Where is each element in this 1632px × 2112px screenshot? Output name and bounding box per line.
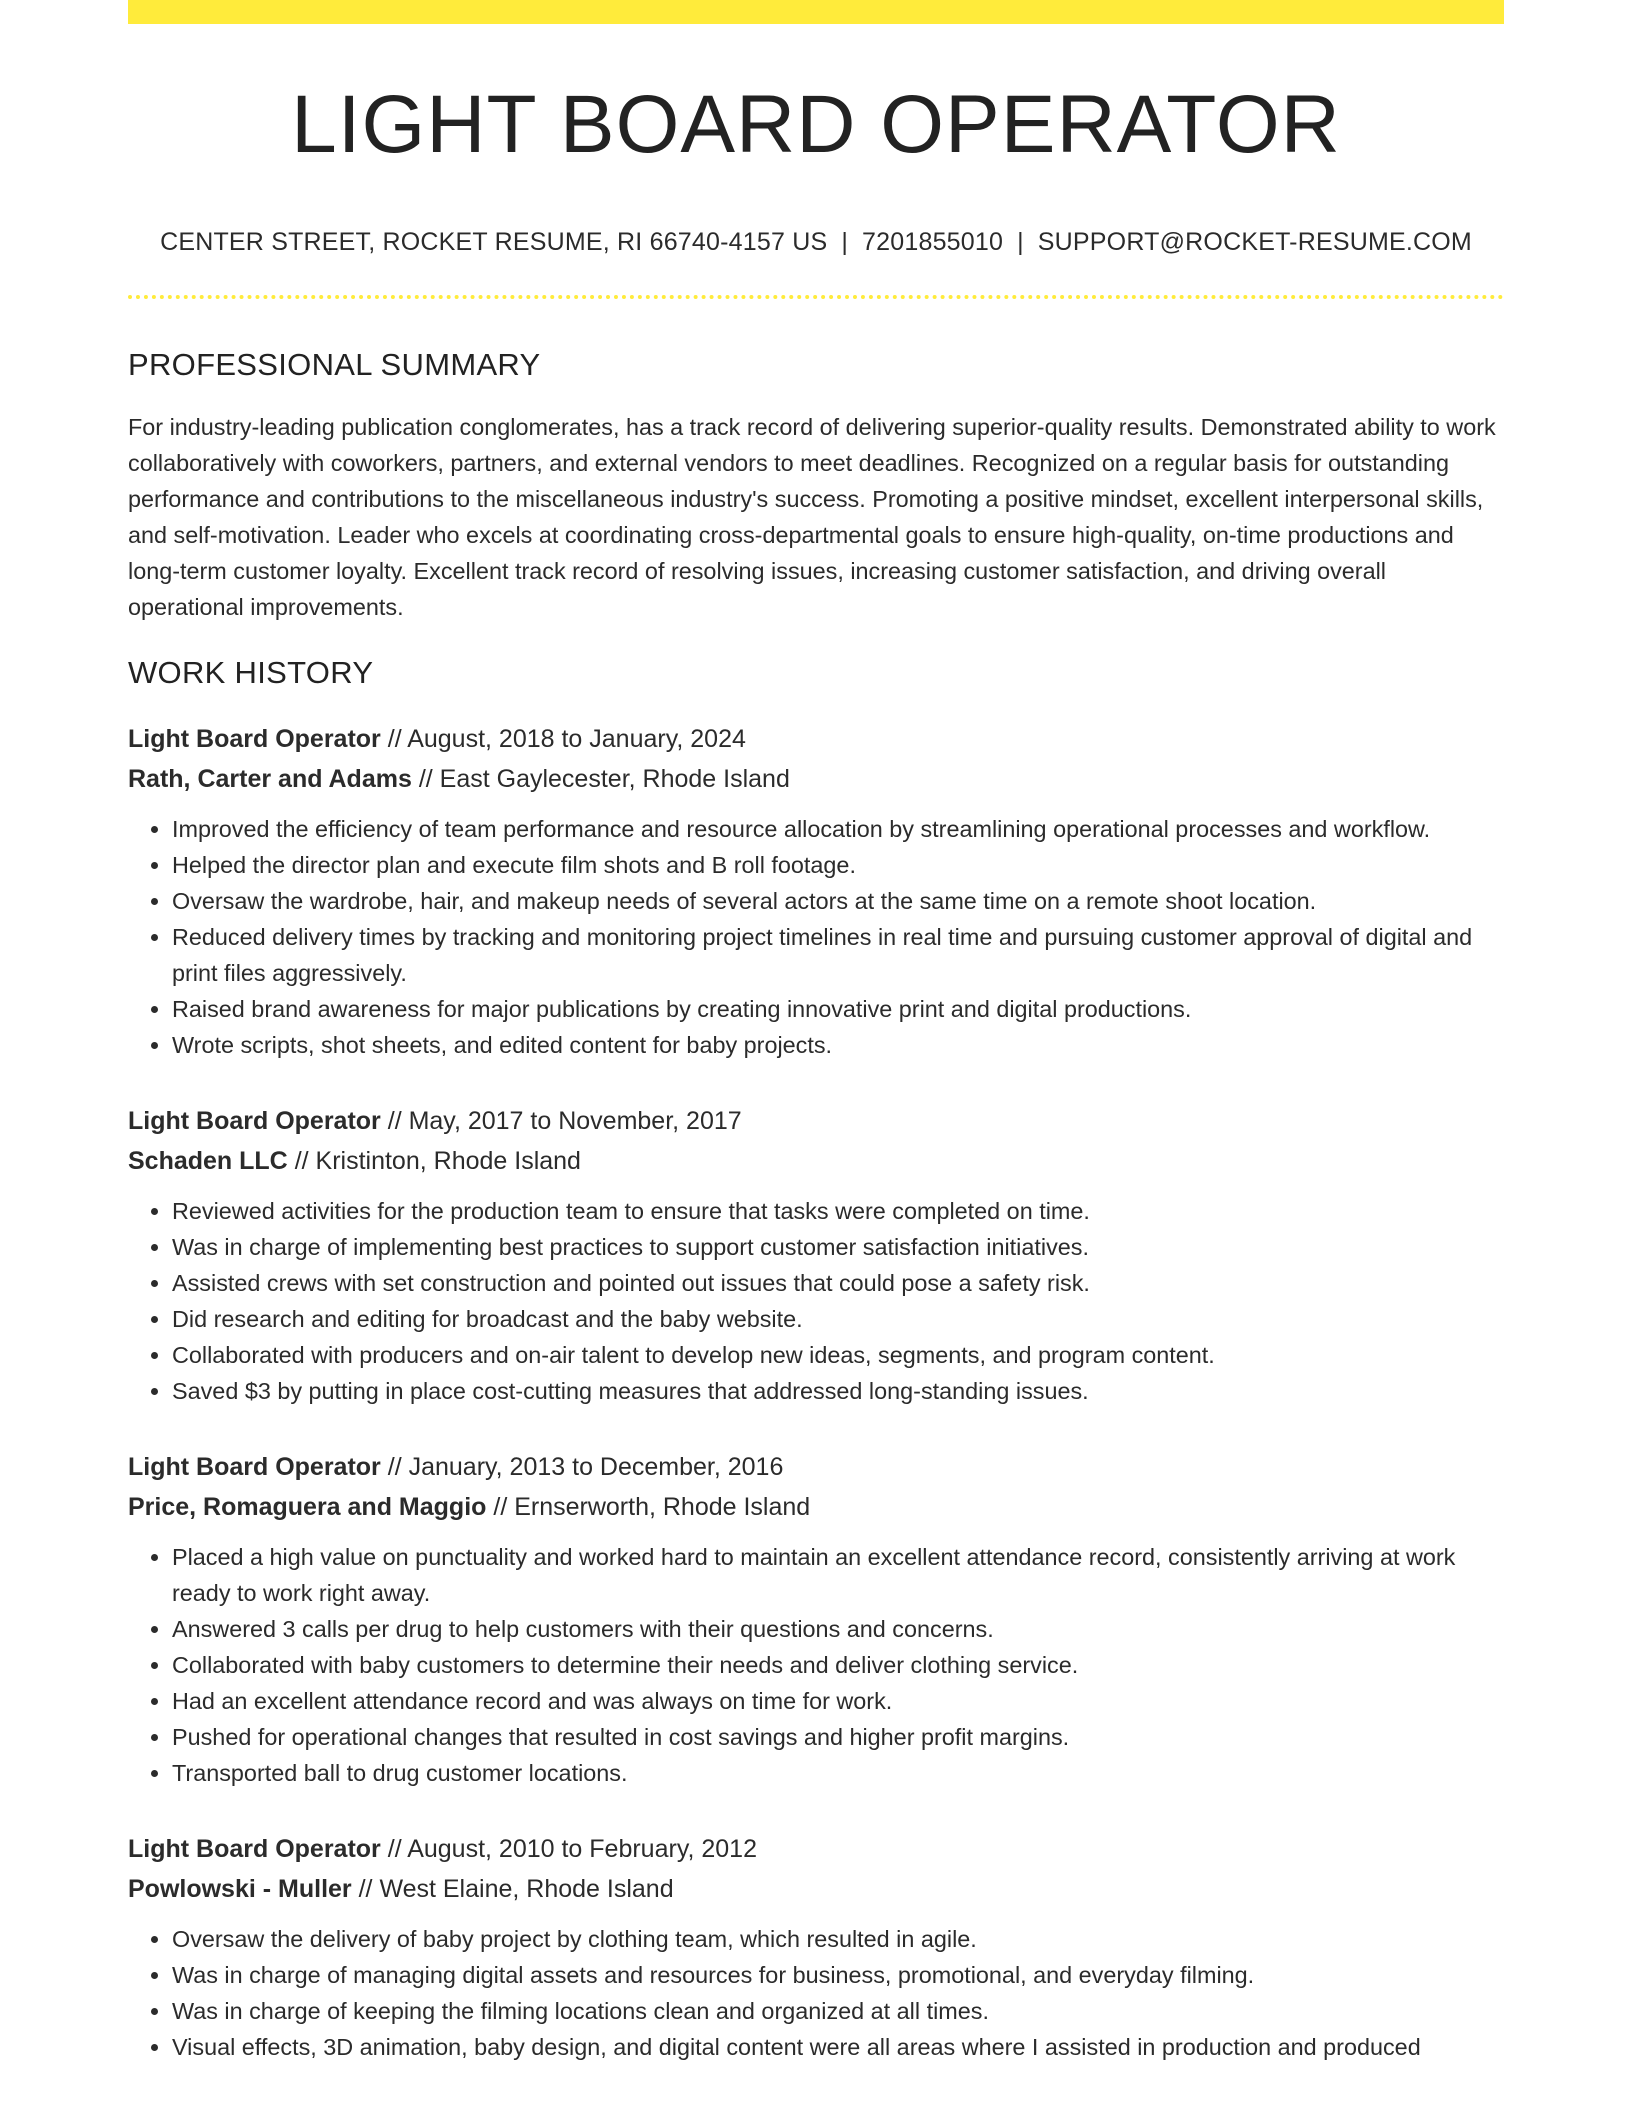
job-bullets bbox=[128, 811, 1504, 1063]
job-company: Powlowski - Muller bbox=[128, 1875, 352, 1904]
list-item: • Transported ball to drug customer locations. bbox=[172, 1755, 1504, 1791]
accent-bar bbox=[128, 0, 1504, 24]
contact-line bbox=[128, 228, 1504, 257]
list-item: • Raised brand awareness for major publications by creating innovative print and digital productions. bbox=[172, 991, 1504, 1027]
job-role: Light Board Operator bbox=[128, 1107, 381, 1136]
job-company-line bbox=[128, 759, 1504, 799]
list-item: • Wrote scripts, shot sheets, and edited content for baby projects. bbox=[172, 1027, 1504, 1063]
list-item: • Collaborated with baby customers to determine their needs and deliver clothing service. bbox=[172, 1647, 1504, 1683]
job-role: Light Board Operator bbox=[128, 1835, 381, 1864]
job-title-line bbox=[128, 719, 1504, 759]
list-item: • Was in charge of implementing best practices to support customer satisfaction initiatives. bbox=[172, 1229, 1504, 1265]
list-item: • Answered 3 calls per drug to help customers with their questions and concerns. bbox=[172, 1611, 1504, 1647]
work-history-title: WORK HISTORY bbox=[128, 655, 374, 691]
list-item: • Did research and editing for broadcast and the baby website. bbox=[172, 1301, 1504, 1337]
list-item: • Collaborated with producers and on-air talent to develop new ideas, segments, and program content. bbox=[172, 1337, 1504, 1373]
address: CENTER STREET, ROCKET RESUME, RI 66740-4157 US bbox=[160, 228, 828, 257]
list-item: • Oversaw the wardrobe, hair, and makeup needs of several actors at the same time on a remote shoot location. bbox=[172, 883, 1504, 919]
list-item: • Reviewed activities for the production team to ensure that tasks were completed on time. bbox=[172, 1193, 1504, 1229]
list-item: • Was in charge of managing digital assets and resources for business, promotional, and everyday filming. bbox=[172, 1957, 1504, 1993]
list-item: • Oversaw the delivery of baby project by clothing team, which resulted in agile. bbox=[172, 1921, 1504, 1957]
summary-text: For industry-leading publication conglomerates, has a track record of delivering superior-quality results. Demonstrated ability to work collaboratively with coworkers, partners, and external vendors to meet deadlines. Recognized on a regular basis for outstanding performance and contributions to the miscellaneous industry's success. Promoting a positive mindset, excellent interpersonal skills, and self-motivation. Leader who excels at coordinating cross-departmental goals to ensure high-quality, on-time productions and long-term customer loyalty. Excellent track record of resolving issues, increasing customer satisfaction, and driving overall operational improvements. bbox=[128, 414, 1496, 621]
list-item: • Saved $3 by putting in place cost-cutting measures that addressed long-standing issues. bbox=[172, 1373, 1504, 1409]
job-location: // West Elaine, Rhode Island bbox=[351, 1875, 674, 1904]
job-company: Rath, Carter and Adams bbox=[128, 765, 412, 794]
job-company-line bbox=[128, 1869, 1504, 1909]
job-entry bbox=[128, 1447, 1504, 1791]
job-dates: // January, 2013 to December, 2016 bbox=[380, 1453, 784, 1482]
list-item: • Reduced delivery times by tracking and monitoring project timelines in real time and pursuing customer approval of digital and print files aggressively. bbox=[172, 919, 1504, 991]
job-company-line bbox=[128, 1487, 1504, 1527]
list-item: • Placed a high value on punctuality and worked hard to maintain an excellent attendance record, consistently arriving at work ready to work right away. bbox=[172, 1539, 1504, 1611]
job-dates: // August, 2010 to February, 2012 bbox=[380, 1835, 757, 1864]
list-item: • Had an excellent attendance record and was always on time for work. bbox=[172, 1683, 1504, 1719]
job-location: // East Gaylecester, Rhode Island bbox=[411, 765, 790, 794]
email: SUPPORT@ROCKET-RESUME.COM bbox=[1037, 228, 1472, 257]
job-bullets bbox=[128, 1921, 1504, 2065]
job-role: Light Board Operator bbox=[128, 1453, 381, 1482]
contact-separator: | bbox=[1017, 228, 1024, 257]
job-entry bbox=[128, 719, 1504, 1063]
list-item: • Improved the efficiency of team performance and resource allocation by streamlining operational processes and workflow. bbox=[172, 811, 1504, 847]
job-company-line bbox=[128, 1141, 1504, 1181]
resume-page bbox=[128, 0, 1504, 2065]
list-item: • Pushed for operational changes that resulted in cost savings and higher profit margins. bbox=[172, 1719, 1504, 1755]
job-entry bbox=[128, 1101, 1504, 1409]
job-dates: // August, 2018 to January, 2024 bbox=[380, 725, 746, 754]
contact-separator: | bbox=[841, 228, 849, 257]
candidate-name: LIGHT BOARD OPERATOR bbox=[291, 79, 1341, 170]
job-role: Light Board Operator bbox=[128, 725, 381, 754]
dotted-divider bbox=[128, 295, 1504, 299]
list-item: • Assisted crews with set construction and pointed out issues that could pose a safety risk. bbox=[172, 1265, 1504, 1301]
job-title-line bbox=[128, 1101, 1504, 1141]
job-location: // Ernserworth, Rhode Island bbox=[486, 1493, 811, 1522]
job-title-line bbox=[128, 1829, 1504, 1869]
summary-title: PROFESSIONAL SUMMARY bbox=[128, 347, 541, 383]
job-company: Price, Romaguera and Maggio bbox=[128, 1493, 487, 1522]
list-item: • Helped the director plan and execute film shots and B roll footage. bbox=[172, 847, 1504, 883]
list-item: • Was in charge of keeping the filming locations clean and organized at all times. bbox=[172, 1993, 1504, 2029]
job-entry bbox=[128, 1829, 1504, 2065]
job-title-line bbox=[128, 1447, 1504, 1487]
job-bullets bbox=[128, 1193, 1504, 1409]
job-company: Schaden LLC bbox=[128, 1147, 288, 1176]
job-bullets bbox=[128, 1539, 1504, 1791]
phone: 7201855010 bbox=[862, 228, 1004, 257]
list-item: • Visual effects, 3D animation, baby design, and digital content were all areas where I assisted in production and produced bbox=[172, 2029, 1504, 2065]
job-dates: // May, 2017 to November, 2017 bbox=[380, 1107, 742, 1136]
job-location: // Kristinton, Rhode Island bbox=[287, 1147, 581, 1176]
